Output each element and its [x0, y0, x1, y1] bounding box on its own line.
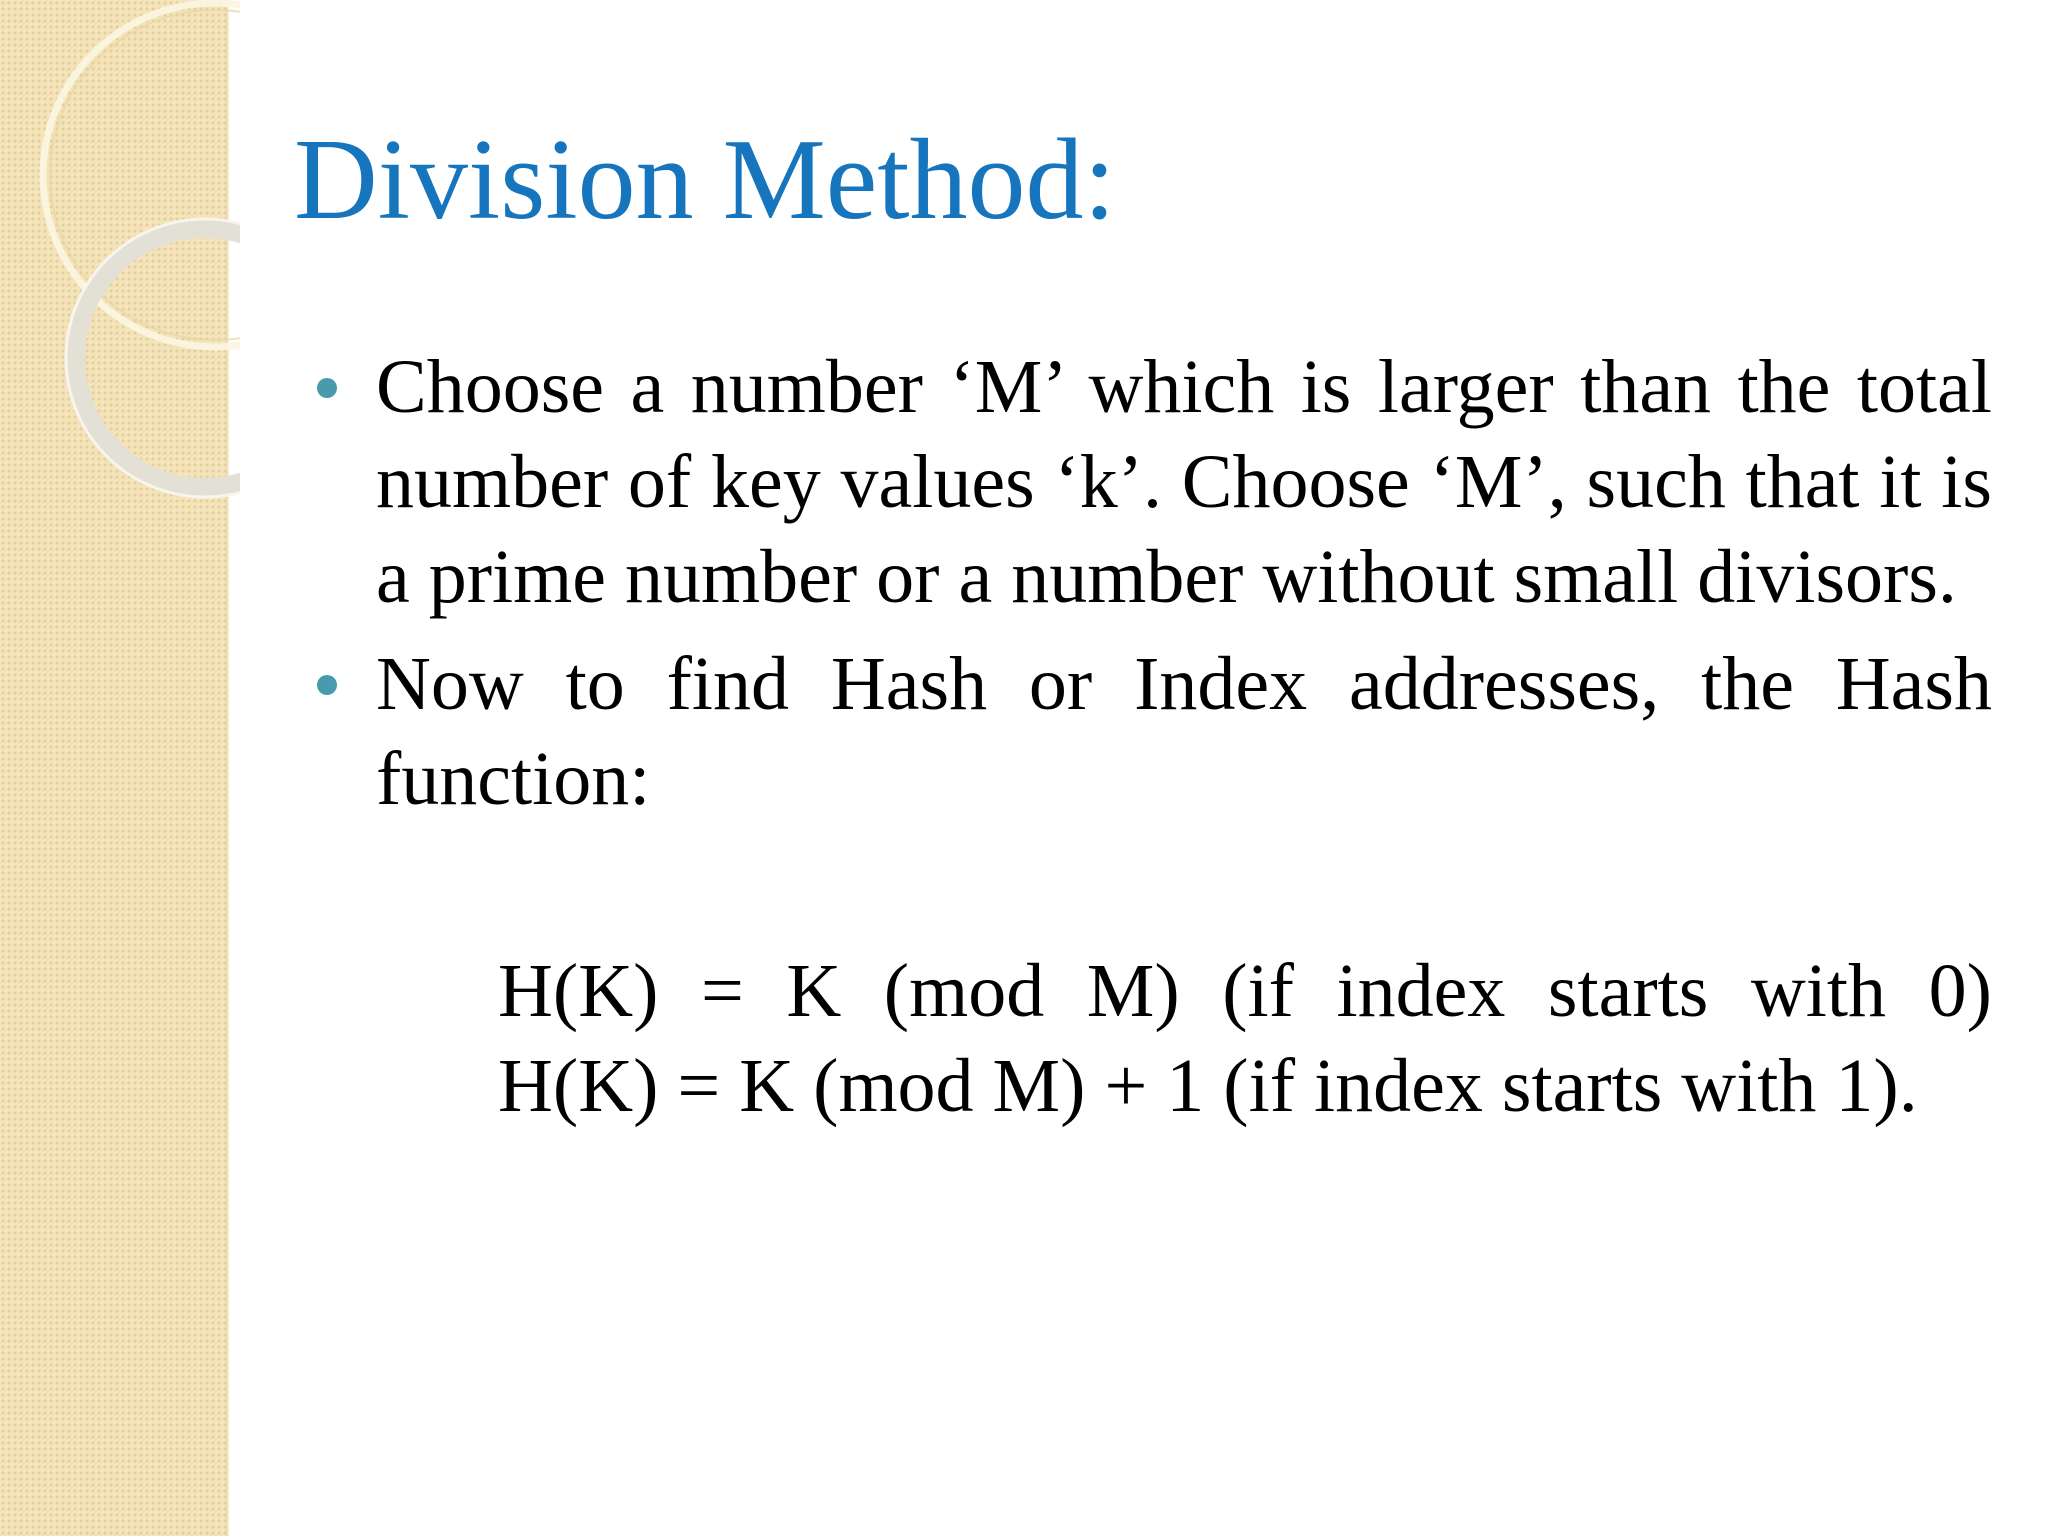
bullet-item: [376, 340, 1992, 625]
formula-token: =: [700, 949, 744, 1033]
decorative-rings: [0, 0, 240, 520]
bullet-text: Choose a number ‘M’ which is larger than the total number of key values ‘k’. Choose ‘M’, such that it is a prime number or a number without small divisors.: [376, 345, 1992, 619]
bullet-list: [376, 340, 1992, 839]
slide-title: Division Method:: [294, 116, 1116, 244]
bullet-text: Now to find Hash or Index addresses, the Hash function:: [376, 642, 1992, 821]
formula-token: starts: [1547, 949, 1709, 1033]
formula-line-index-one: H(K) = K (mod M) + 1 (if index starts with 1).: [498, 1044, 1918, 1128]
formula-token: M): [1086, 949, 1180, 1033]
formula-line-index-zero: [498, 944, 1992, 1039]
formula-token: with: [1750, 949, 1887, 1033]
formula-token: index: [1336, 949, 1506, 1033]
formula-token: K: [786, 949, 842, 1033]
formula-token: (if: [1222, 949, 1294, 1033]
formula-token: H(K): [498, 949, 659, 1033]
large-ring: [43, 3, 240, 347]
bullet-dot-icon: [317, 675, 337, 695]
formula-token: (mod: [883, 949, 1045, 1033]
bullet-item: [376, 637, 1992, 827]
bullet-dot-icon: [317, 378, 337, 398]
formula-block: [498, 944, 1992, 1134]
small-ring-highlight: [66, 219, 240, 497]
formula-token: 0): [1928, 949, 1992, 1033]
large-ring-shadow: [50, 10, 240, 340]
